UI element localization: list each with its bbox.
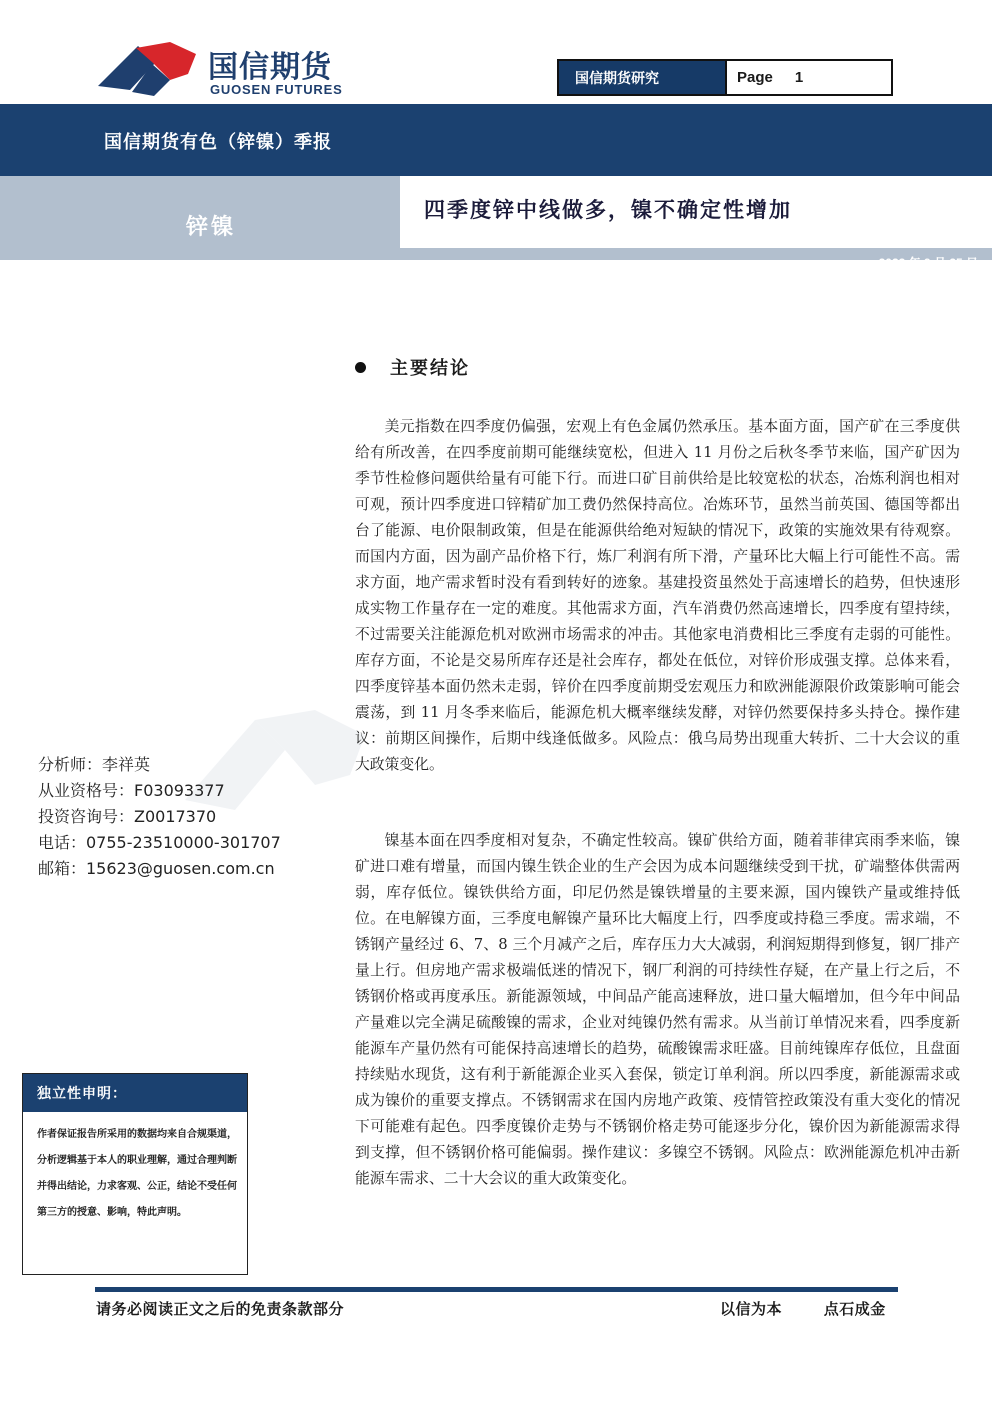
company-logo (92, 40, 362, 102)
page-number: 1 (794, 69, 804, 86)
zinc-conclusion-paragraph: 美元指数在四季度仍偏强，宏观上有色金属仍然承压。基本面方面，国产矿在三季度供给有所改善，在四季度前期可能继续宽松，但进入 11 月份之后秋冬季节来临，国产矿因为季节性检修问题供给量有可能下行。而进口矿目前供给是比较宽松的状态，冶炼利润也相对可观，预计四季度进口锌精矿加工费仍然保持高位。冶炼环节，虽然当前英国、德国等都出台了能源、电价限制政策，但是在能源供给绝对短缺的情况下，政策的实施效果有待观察。而国内方面，因为副产品价格下行，炼厂利润有所下滑，产量环比大幅上行可能性不高。需求方面，地产需求暂时没有看到转好的迹象。基建投资虽然处于高速增长的趋势，但快速形成实物工作量存在一定的难度。其他需求方面，汽车消费仍然高速增长，四季度有望持续，不过需要关注能源危机对欧洲市场需求的冲击。其他家电消费相比三季度有走弱的可能性。库存方面，不论是交易所库存还是社会库存，都处在低位，对锌价形成强支撑。总体来看，四季度锌基本面仍然未走弱，锌价在四季度前期受宏观压力和欧洲能源限价政策影响可能会震荡，到 11 月冬季来临后，能源危机大概率继续发酵，对锌仍然要保持多头持仓。操作建议：前期区间操作，后期中线逢低做多。风险点：俄乌局势出现重大转折、二十大会议的重大政策变化。 (355, 418, 960, 773)
research-label: 国信期货研究 (559, 61, 727, 94)
page-label: Page (737, 69, 773, 86)
footer-slogan-1: 以信为本 (720, 1300, 783, 1318)
analyst-info (38, 752, 281, 882)
analyst-email: 邮箱：15623@guosen.com.cn (38, 859, 275, 878)
analyst-qualification: 从业资格号：F03093377 (38, 781, 225, 800)
independence-text: 作者保证报告所采用的数据均来自合规渠道，分析逻辑基于本人的职业理解，通过合理判断 并得出结论，力求客观、公正，结论不受任何第三方的授意、影响，特此声明。 (37, 1129, 237, 1218)
footer-slogan (720, 1298, 886, 1319)
page-indicator (727, 61, 891, 94)
section-heading-text: 主要结论 (390, 358, 470, 379)
sector-name: 锌镍 (186, 215, 237, 240)
report-title: 四季度锌中线做多，镍不确定性增加 (424, 198, 792, 222)
research-page-box (557, 59, 893, 96)
logo-chinese-name: 国信期货 (208, 50, 332, 85)
footer-slogan-2: 点石成金 (823, 1300, 886, 1318)
logo-english-name: GUOSEN FUTURES (210, 82, 343, 97)
independence-title: 独立性申明： (23, 1074, 247, 1112)
report-date: 2022 年 9 月 25 日 (878, 256, 978, 270)
logo-emblem-icon (92, 40, 204, 102)
section-heading (355, 354, 470, 380)
analyst-phone: 电话：0755-23510000-301707 (38, 833, 281, 852)
footer-disclaimer: 请务必阅读正文之后的免责条款部分 (96, 1300, 345, 1318)
independence-statement-box (22, 1073, 248, 1275)
title-box (400, 176, 992, 248)
footer-divider (95, 1287, 898, 1292)
report-type-band (0, 104, 992, 176)
analyst-name: 分析师：李祥英 (38, 755, 151, 774)
nickel-conclusion-paragraph: 镍基本面在四季度相对复杂，不确定性较高。镍矿供给方面，随着菲律宾雨季来临，镍矿进口难有增量，而国内镍生铁企业的生产会因为成本问题继续受到干扰，矿端整体供需两弱，库存低位。镍铁供给方面，印尼仍然是镍铁增量的主要来源，国内镍铁产量或维持低位。在电解镍方面，三季度电解镍产量环比大幅度上行，四季度或持稳三季度。需求端，不锈钢产量经过 6、7、8 三个月减产之后，库存压力大大减弱，利润短期得到修复，钢厂排产量上行。但房地产需求极端低迷的情况下，钢厂利润的可持续性存疑，在产量上行之后，不锈钢价格或再度承压。新能源领域，中间品产能高速释放，进口量大幅增加，但今年中间品产量难以完全满足硫酸镍的需求，企业对纯镍仍然有需求。从当前订单情况来看，四季度新能源车产量仍然有可能保持高速增长的趋势，硫酸镍需求旺盛。目前纯镍库存低位，且盘面持续贴水现货，这有利于新能源企业买入套保，锁定订单利润。所以四季度，新能源需求或成为镍价的重要支撑点。不锈钢需求在国内房地产政策、疫情管控政策没有重大变化的情况下可能难有起色。四季度镍价走势与不锈钢价格走势可能逐步分化，镍价因为新能源需求得到支撑，但不锈钢价格可能偏弱。操作建议：多镍空不锈钢。风险点：欧洲能源危机冲击新能源车需求、二十大会议的重大政策变化。 (355, 832, 960, 1187)
report-series-title: 国信期货有色（锌镍）季报 (104, 132, 332, 153)
analyst-consulting-number: 投资咨询号：Z0017370 (38, 807, 217, 826)
bullet-icon (355, 362, 366, 373)
